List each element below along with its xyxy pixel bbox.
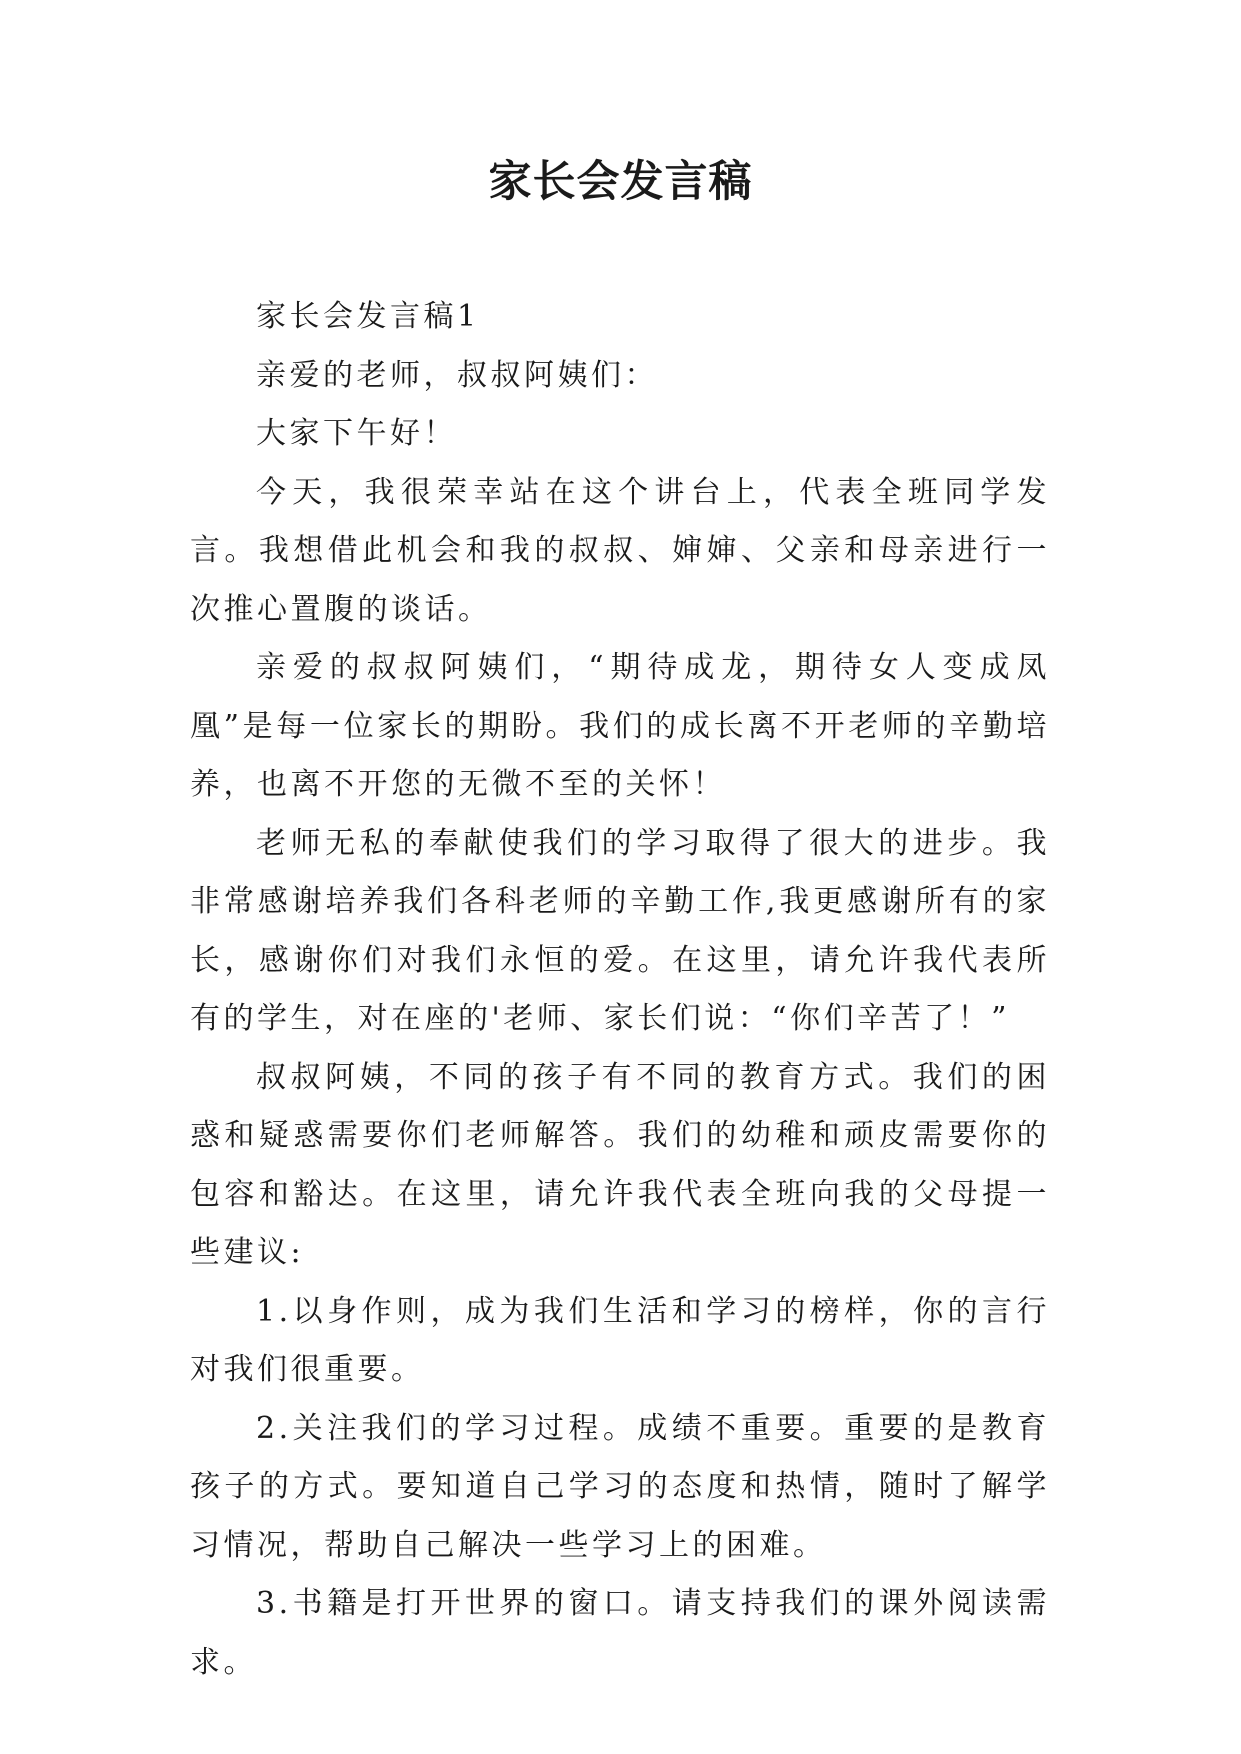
- list-item: 3.书籍是打开世界的窗口。请支持我们的课外阅读需求。: [190, 1586, 1050, 1680]
- paragraph-salutation: 亲爱的老师，叔叔阿姨们：: [256, 357, 658, 393]
- paragraph: 叔叔阿姨，不同的孩子有不同的教育方式。我们的困惑和疑惑需要你们老师解答。我们的幼稚和顽皮需要你的包容和豁达。在这里，请允许我代表全班向我的父母提一些建议:: [190, 1059, 1050, 1270]
- paragraph-heading: 家长会发言稿1: [256, 299, 480, 334]
- document-title: 家长会发言稿: [488, 157, 753, 207]
- document-body: [190, 288, 1050, 1692]
- paragraph: 今天，我很荣幸站在这个讲台上，代表全班同学发言。我想借此机会和我的叔叔、婶婶、父亲和母亲进行一次推心置腹的谈话。: [190, 474, 1050, 627]
- paragraph: 亲爱的叔叔阿姨们，“期待成龙，期待女人变成凤凰”是每一位家长的期盼。我们的成长离不开老师的辛勤培养，也离不开您的无微不至的关怀！: [190, 650, 1050, 802]
- paragraph-greeting: 大家下午好！: [256, 416, 457, 451]
- list-item: 1.以身作则，成为我们生活和学习的榜样，你的言行对我们很重要。: [190, 1293, 1050, 1387]
- paragraph: 老师无私的奉献使我们的学习取得了很大的进步。我非常感谢培养我们各科老师的辛勤工作,我更感谢所有的家长，感谢你们对我们永恒的爱。在这里，请允许我代表所有的学生，对在座的'老师、家长们说：“你们辛苦了！”: [190, 825, 1050, 1036]
- list-item: 2.关注我们的学习过程。成绩不重要。重要的是教育孩子的方式。要知道自己学习的态度和热情，随时了解学习情况，帮助自己解决一些学习上的困难。: [190, 1410, 1050, 1563]
